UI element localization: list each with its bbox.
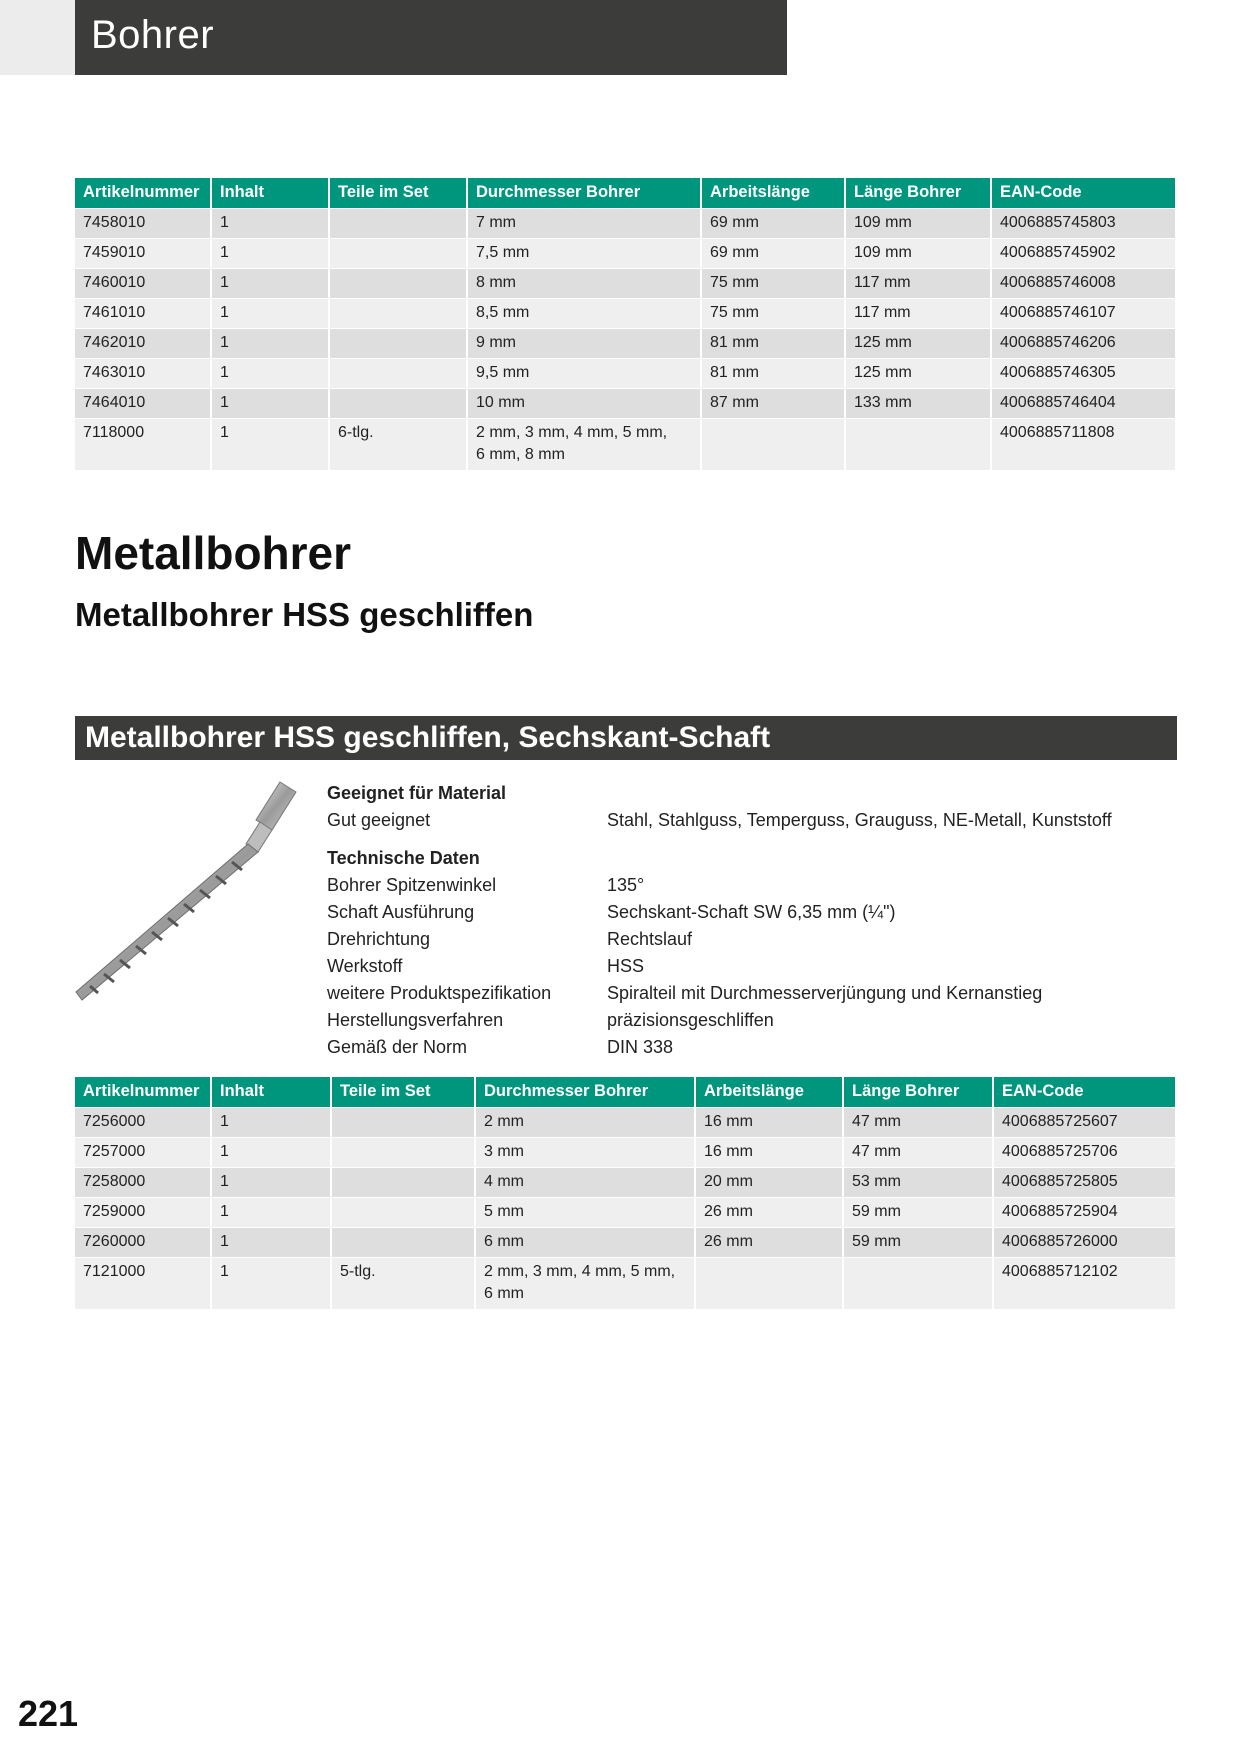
tech-heading: Technische Daten <box>327 848 480 868</box>
table-cell: 109 mm <box>845 238 991 268</box>
table-cell: 53 mm <box>843 1167 993 1197</box>
table-cell: 4006885725805 <box>993 1167 1175 1197</box>
spec-row <box>327 953 1177 980</box>
spec-row <box>327 872 1177 899</box>
spec-value: 135° <box>607 875 645 895</box>
spec-value: Spiralteil mit Durchmesserverjüngung und Kernanstieg <box>607 983 1043 1003</box>
table-row <box>75 388 1175 418</box>
table-cell: 7 mm <box>467 208 701 238</box>
table-row <box>75 1167 1175 1197</box>
table-cell: 133 mm <box>845 388 991 418</box>
table-cell: 117 mm <box>845 268 991 298</box>
table-row <box>75 238 1175 268</box>
page-number: 221 <box>18 1693 79 1734</box>
column-header: Arbeitslänge <box>701 178 845 208</box>
table-cell: 1 <box>211 1107 331 1137</box>
table-cell: 5-tlg. <box>331 1257 475 1309</box>
table-cell: 7118000 <box>75 418 211 470</box>
table-cell: 59 mm <box>843 1227 993 1257</box>
table-cell <box>331 1167 475 1197</box>
spec-row <box>327 926 1177 953</box>
table-cell: 2 mm <box>475 1107 695 1137</box>
table-cell: 6 mm <box>475 1227 695 1257</box>
product-bar <box>75 716 1177 760</box>
spec-row <box>327 980 1177 1007</box>
column-header: Inhalt <box>211 1077 331 1107</box>
table-row <box>75 1137 1175 1167</box>
drill-bit-image <box>72 778 302 1008</box>
table-cell: 1 <box>211 388 329 418</box>
table-cell: 7260000 <box>75 1227 211 1257</box>
table-cell: 1 <box>211 208 329 238</box>
spec-label: Drehrichtung <box>327 929 431 949</box>
table-cell: 7256000 <box>75 1107 211 1137</box>
table-cell: 125 mm <box>845 358 991 388</box>
spec-row <box>327 1007 1177 1034</box>
table-cell: 4006885746404 <box>991 388 1175 418</box>
table-cell: 9 mm <box>467 328 701 358</box>
table-cell <box>843 1257 993 1309</box>
spec-row <box>327 1034 1177 1061</box>
table-cell: 8,5 mm <box>467 298 701 328</box>
spec-value: DIN 338 <box>607 1037 674 1057</box>
table-cell: 6-tlg. <box>329 418 467 470</box>
table-cell: 7463010 <box>75 358 211 388</box>
column-header: Teile im Set <box>331 1077 475 1107</box>
chapter-title: Bohrer <box>91 13 215 57</box>
table-cell: 75 mm <box>701 298 845 328</box>
table-cell: 81 mm <box>701 328 845 358</box>
table-cell: 1 <box>211 1137 331 1167</box>
table-row <box>75 418 1175 470</box>
table-cell: 2 mm, 3 mm, 4 mm, 5 mm, 6 mm <box>475 1257 695 1309</box>
spec-label: weitere Produktspezifikation <box>327 983 552 1003</box>
table-cell <box>331 1227 475 1257</box>
table-cell: 4006885746305 <box>991 358 1175 388</box>
table-cell: 16 mm <box>695 1107 843 1137</box>
column-header: EAN-Code <box>991 178 1175 208</box>
spec-value: HSS <box>607 956 645 976</box>
column-header: Artikelnummer <box>75 178 211 208</box>
table-cell: 3 mm <box>475 1137 695 1167</box>
chapter-header <box>75 0 787 75</box>
table-cell: 2 mm, 3 mm, 4 mm, 5 mm, 6 mm, 8 mm <box>467 418 701 470</box>
table-row <box>75 208 1175 238</box>
column-header: Durchmesser Bohrer <box>475 1077 695 1107</box>
table-row <box>75 1227 1175 1257</box>
column-header: Inhalt <box>211 178 329 208</box>
table-cell: 1 <box>211 1227 331 1257</box>
table-cell <box>329 268 467 298</box>
table-cell: 26 mm <box>695 1227 843 1257</box>
spec-label: Gemäß der Norm <box>327 1037 468 1057</box>
table-cell: 4006885746107 <box>991 298 1175 328</box>
table-cell: 47 mm <box>843 1137 993 1167</box>
table-row <box>75 358 1175 388</box>
column-header: EAN-Code <box>993 1077 1175 1107</box>
table-cell: 81 mm <box>701 358 845 388</box>
page-corner-block <box>0 0 75 75</box>
spec-label: Herstellungsverfahren <box>327 1010 504 1030</box>
spec-value: Stahl, Stahlguss, Temperguss, Grauguss, NE-Metall, Kunststoff <box>607 810 1112 830</box>
table-row <box>75 1197 1175 1227</box>
table-cell: 1 <box>211 298 329 328</box>
column-header: Arbeitslänge <box>695 1077 843 1107</box>
column-header: Länge Bohrer <box>843 1077 993 1107</box>
table-cell: 69 mm <box>701 208 845 238</box>
table-cell <box>329 328 467 358</box>
table-header-row <box>75 1077 1175 1107</box>
spec-value: präzisionsgeschliffen <box>607 1010 774 1030</box>
table-cell: 1 <box>211 418 329 470</box>
table-cell: 1 <box>211 358 329 388</box>
spec-label: Bohrer Spitzenwinkel <box>327 875 497 895</box>
table-cell: 7,5 mm <box>467 238 701 268</box>
section-subheading: Metallbohrer HSS geschliffen <box>75 596 534 633</box>
table-cell: 16 mm <box>695 1137 843 1167</box>
table-cell: 109 mm <box>845 208 991 238</box>
table-cell: 7461010 <box>75 298 211 328</box>
table-row <box>75 1257 1175 1309</box>
table-cell: 4006885712102 <box>993 1257 1175 1309</box>
table-cell: 8 mm <box>467 268 701 298</box>
table-cell: 5 mm <box>475 1197 695 1227</box>
table-cell: 4006885725607 <box>993 1107 1175 1137</box>
spec-row <box>327 899 1177 926</box>
table-cell: 4006885745803 <box>991 208 1175 238</box>
table-row <box>75 268 1175 298</box>
spec-value: Rechtslauf <box>607 929 693 949</box>
table-cell: 4006885725904 <box>993 1197 1175 1227</box>
table-cell <box>331 1137 475 1167</box>
table-cell: 1 <box>211 238 329 268</box>
table-cell: 4 mm <box>475 1167 695 1197</box>
table-cell <box>329 238 467 268</box>
table-cell: 75 mm <box>701 268 845 298</box>
table-cell: 7459010 <box>75 238 211 268</box>
table-cell: 7458010 <box>75 208 211 238</box>
column-header: Artikelnummer <box>75 1077 211 1107</box>
table-cell: 4006885725706 <box>993 1137 1175 1167</box>
table-cell: 117 mm <box>845 298 991 328</box>
table-cell: 4006885711808 <box>991 418 1175 470</box>
table-cell: 4006885746206 <box>991 328 1175 358</box>
table-cell: 20 mm <box>695 1167 843 1197</box>
table-cell: 47 mm <box>843 1107 993 1137</box>
table-cell: 7259000 <box>75 1197 211 1227</box>
table-cell <box>331 1197 475 1227</box>
spec-block <box>327 780 1177 1061</box>
column-header: Teile im Set <box>329 178 467 208</box>
spec-value: Sechskant-Schaft SW 6,35 mm (¼") <box>607 902 896 922</box>
table-cell <box>329 388 467 418</box>
table-cell <box>695 1257 843 1309</box>
table-cell: 1 <box>211 328 329 358</box>
table-row <box>75 1107 1175 1137</box>
table-cell: 87 mm <box>701 388 845 418</box>
table-cell: 7464010 <box>75 388 211 418</box>
spec-label: Werkstoff <box>327 956 403 976</box>
table-cell <box>329 208 467 238</box>
material-heading: Geeignet für Material <box>327 783 507 803</box>
table-cell: 10 mm <box>467 388 701 418</box>
table-cell: 59 mm <box>843 1197 993 1227</box>
table-cell <box>331 1107 475 1137</box>
tech-rows <box>327 872 1177 1061</box>
table-cell <box>329 298 467 328</box>
table-cell: 7258000 <box>75 1167 211 1197</box>
table-header-row <box>75 178 1175 208</box>
table-cell <box>701 418 845 470</box>
table-cell: 7462010 <box>75 328 211 358</box>
spec-label: Gut geeignet <box>327 810 431 830</box>
table-cell: 4006885726000 <box>993 1227 1175 1257</box>
spec-row <box>327 807 1177 834</box>
table-row <box>75 328 1175 358</box>
product-table-metallbohrer <box>75 1077 1175 1309</box>
table-cell: 69 mm <box>701 238 845 268</box>
table-cell: 7257000 <box>75 1137 211 1167</box>
table-cell: 1 <box>211 268 329 298</box>
table-cell: 1 <box>211 1167 331 1197</box>
table-cell: 125 mm <box>845 328 991 358</box>
table-cell: 1 <box>211 1197 331 1227</box>
column-header: Durchmesser Bohrer <box>467 178 701 208</box>
table-cell <box>845 418 991 470</box>
product-table-bohrer <box>75 178 1175 470</box>
table-cell: 9,5 mm <box>467 358 701 388</box>
spec-label: Schaft Ausführung <box>327 902 475 922</box>
table-cell: 7460010 <box>75 268 211 298</box>
product-bar-title: Metallbohrer HSS geschliffen, Sechskant-Schaft <box>85 721 771 754</box>
table-cell <box>329 358 467 388</box>
table-row <box>75 298 1175 328</box>
table-cell: 26 mm <box>695 1197 843 1227</box>
section-heading: Metallbohrer <box>75 527 352 579</box>
table-cell: 4006885746008 <box>991 268 1175 298</box>
column-header: Länge Bohrer <box>845 178 991 208</box>
table-cell: 4006885745902 <box>991 238 1175 268</box>
table-cell: 1 <box>211 1257 331 1309</box>
table-cell: 7121000 <box>75 1257 211 1309</box>
